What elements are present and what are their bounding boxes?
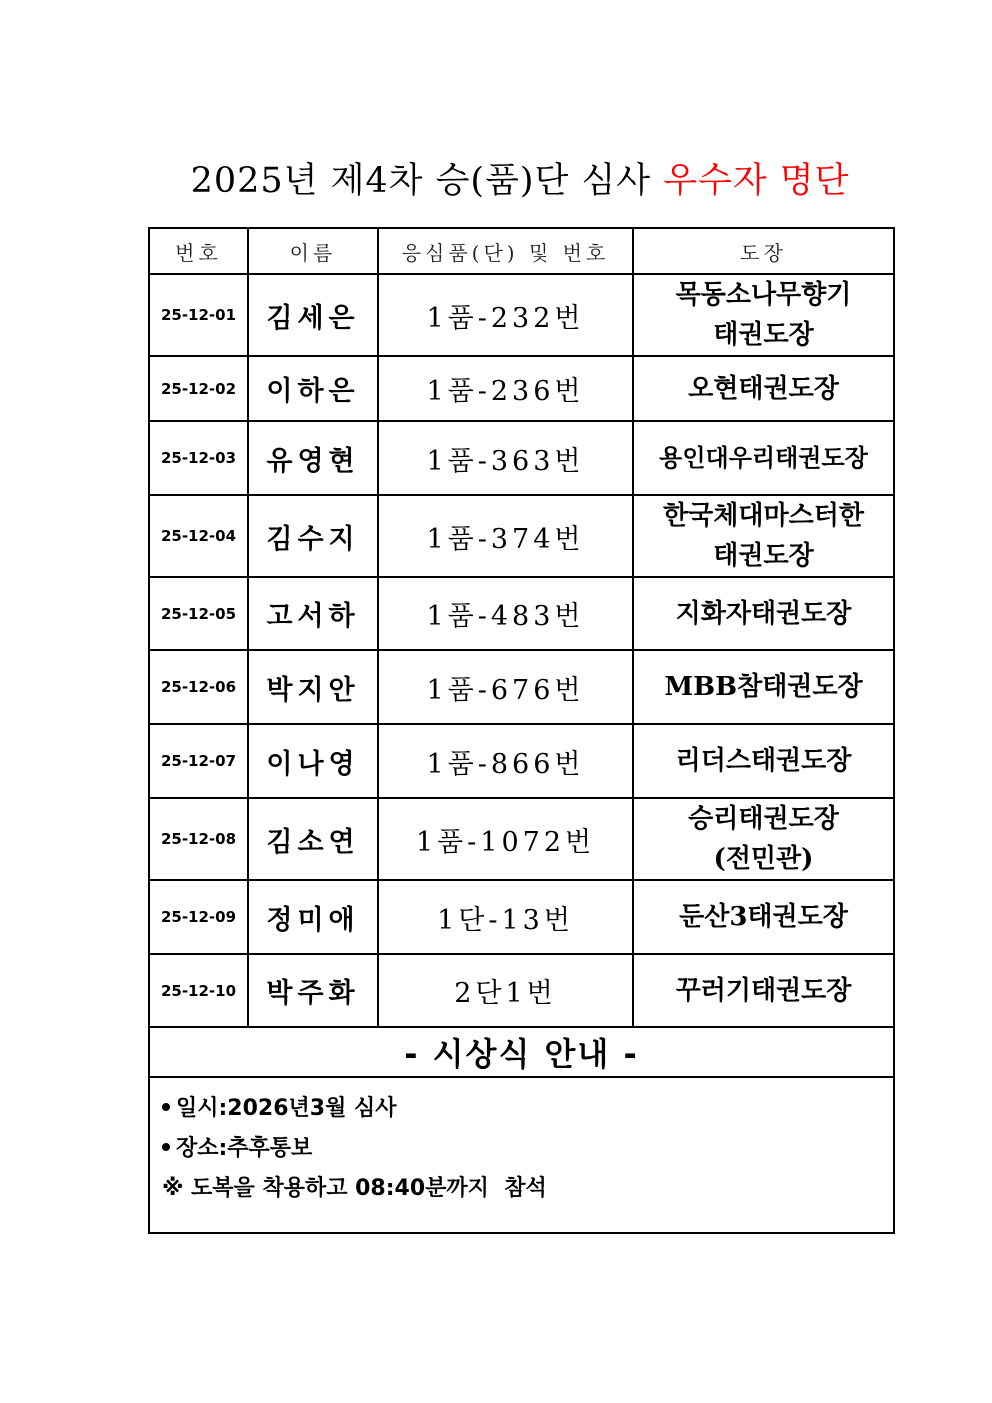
table-row [149, 798, 894, 880]
row-dojang [633, 274, 894, 356]
ceremony-notice [149, 1077, 894, 1233]
dojang-line: 꾸러기태권도장 [675, 975, 852, 1006]
title-main: 2025년 제4차 승(품)단 심사 [190, 161, 652, 201]
ceremony-heading: - 시상식 안내 - [149, 1027, 894, 1077]
row-name: 박주화 [248, 954, 378, 1027]
dojang-line: 둔산3태권도장 [679, 902, 848, 932]
dojang-line: (전민관) [713, 844, 814, 874]
table-row [149, 356, 894, 421]
row-name: 김세은 [248, 274, 378, 356]
row-rank: 1품-236번 [378, 356, 633, 421]
row-name: 이하은 [248, 356, 378, 421]
ceremony-heading-row [149, 1027, 894, 1077]
table-row [149, 880, 894, 954]
row-dojang [633, 724, 894, 798]
table-row [149, 421, 894, 495]
dojang-line: 한국체대마스터한 [663, 501, 864, 531]
row-rank: 1품-363번 [378, 421, 633, 495]
table-row [149, 724, 894, 798]
dojang-line: 목동소나무향기 [675, 280, 852, 310]
dojang-line: 태권도장 [713, 320, 814, 350]
row-rank: 1단-13번 [378, 880, 633, 954]
row-number: 25-12-09 [149, 880, 248, 954]
row-number: 25-12-03 [149, 421, 248, 495]
dojang-line: 승리태권도장 [688, 804, 839, 834]
table-header-row [149, 228, 894, 274]
row-name: 정미애 [248, 880, 378, 954]
notice-place [158, 1132, 893, 1172]
header-dojang: 도장 [633, 228, 894, 274]
row-dojang [633, 954, 894, 1027]
table-row [149, 954, 894, 1027]
row-rank: 1품-866번 [378, 724, 633, 798]
row-rank: 1품-1072번 [378, 798, 633, 880]
dojang-line: 오현태권도장 [688, 373, 839, 404]
row-number: 25-12-04 [149, 495, 248, 577]
row-number: 25-12-05 [149, 577, 248, 650]
notice-uniform-text: ※ 도복을 착용하고 08:40분까지 참석 [162, 1176, 547, 1201]
table-row [149, 495, 894, 577]
table-row [149, 577, 894, 650]
row-dojang [633, 356, 894, 421]
row-name: 김소연 [248, 798, 378, 880]
row-rank: 1품-483번 [378, 577, 633, 650]
dojang-line: 리더스태권도장 [675, 746, 852, 776]
row-name: 유영현 [248, 421, 378, 495]
row-rank: 1품-374번 [378, 495, 633, 577]
row-dojang [633, 495, 894, 577]
table-row [149, 650, 894, 724]
page-title [0, 153, 992, 203]
header-number: 번호 [149, 228, 248, 274]
roster-table [148, 227, 895, 1234]
row-dojang [633, 880, 894, 954]
ceremony-notice-row [149, 1077, 894, 1233]
notice-place-text: 장소:추후통보 [176, 1136, 313, 1161]
row-rank: 1품-676번 [378, 650, 633, 724]
dojang-line: 지화자태권도장 [675, 598, 852, 629]
notice-uniform [158, 1172, 893, 1212]
row-number: 25-12-02 [149, 356, 248, 421]
row-name: 박지안 [248, 650, 378, 724]
bullet-icon [162, 1143, 170, 1151]
title-highlight: 우수자 명단 [663, 161, 850, 201]
table-row [149, 274, 894, 356]
row-dojang [633, 421, 894, 495]
notice-date-text: 일시:2026년3월 심사 [176, 1096, 397, 1121]
row-rank: 1품-232번 [378, 274, 633, 356]
row-name: 고서하 [248, 577, 378, 650]
notice-date [158, 1092, 893, 1132]
dojang-line: 태권도장 [713, 541, 814, 571]
dojang-line: 용인대우리태권도장 [659, 443, 868, 472]
row-dojang [633, 577, 894, 650]
row-rank: 2단1번 [378, 954, 633, 1027]
row-dojang [633, 650, 894, 724]
row-number: 25-12-06 [149, 650, 248, 724]
header-rank: 응심품(단) 및 번호 [378, 228, 633, 274]
header-name: 이름 [248, 228, 378, 274]
bullet-icon [162, 1103, 170, 1111]
dojang-line: MBB참태권도장 [664, 672, 863, 702]
row-name: 이나영 [248, 724, 378, 798]
row-number: 25-12-08 [149, 798, 248, 880]
row-number: 25-12-01 [149, 274, 248, 356]
row-number: 25-12-10 [149, 954, 248, 1027]
row-number: 25-12-07 [149, 724, 248, 798]
row-dojang [633, 798, 894, 880]
row-name: 김수지 [248, 495, 378, 577]
